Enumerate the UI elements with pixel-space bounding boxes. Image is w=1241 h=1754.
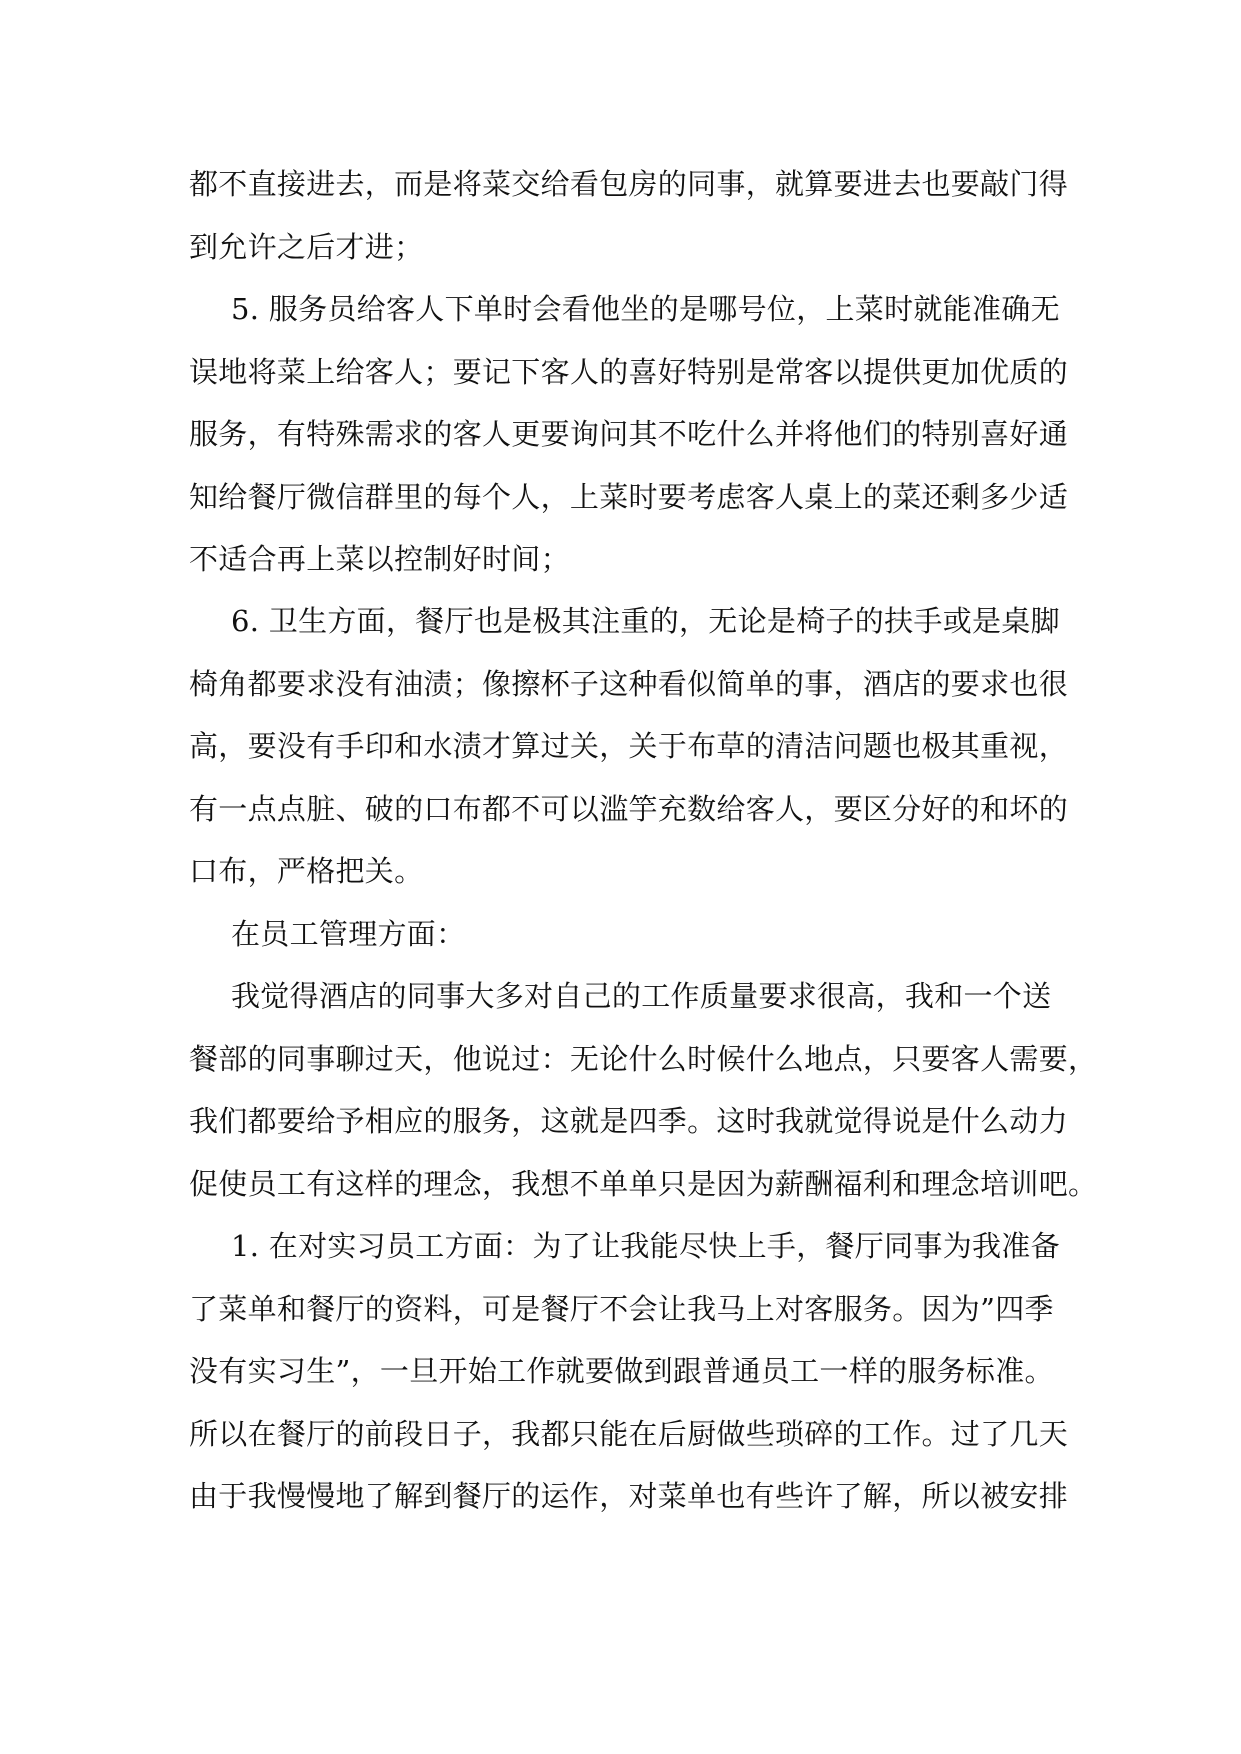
- text-line: 有一点点脏、破的口布都不可以滥竽充数给客人，要区分好的和坏的: [189, 792, 1069, 826]
- text-line: 由于我慢慢地了解到餐厅的运作，对菜单也有些许了解，所以被安排: [189, 1479, 1069, 1513]
- text-line: 我们都要给予相应的服务，这就是四季。这时我就觉得说是什么动力: [189, 1104, 1069, 1138]
- text-line: 餐部的同事聊过天，他说过：无论什么时候什么地点，只要客人需要，: [189, 1042, 1098, 1076]
- text-line: 误地将菜上给客人；要记下客人的喜好特别是常客以提供更加优质的: [189, 355, 1069, 389]
- text-line: 知给餐厅微信群里的每个人，上菜时要考虑客人桌上的菜还剩多少适: [189, 480, 1069, 514]
- text-line: 我觉得酒店的同事大多对自己的工作质量要求很高，我和一个送: [231, 979, 1052, 1013]
- text-line: 椅角都要求没有油渍；像擦杯子这种看似简单的事，酒店的要求也很: [189, 667, 1069, 701]
- text-line: 所以在餐厅的前段日子，我都只能在后厨做些琐碎的工作。过了几天: [189, 1417, 1069, 1451]
- text-line: 6. 卫生方面，餐厅也是极其注重的，无论是椅子的扶手或是桌脚: [231, 604, 1060, 638]
- text-line: 没有实习生”，一旦开始工作就要做到跟普通员工一样的服务标准。: [189, 1354, 1054, 1388]
- text-line: 服务，有特殊需求的客人更要询问其不吃什么并将他们的特别喜好通: [189, 417, 1069, 451]
- text-line: 到允许之后才进；: [189, 230, 424, 264]
- text-line: 不适合再上菜以控制好时间；: [189, 542, 570, 576]
- text-line: 了菜单和餐厅的资料，可是餐厅不会让我马上对客服务。因为”四季: [189, 1292, 1054, 1326]
- text-line: 促使员工有这样的理念，我想不单单只是因为薪酬福利和理念培训吧。: [189, 1167, 1098, 1201]
- text-line: 高，要没有手印和水渍才算过关，关于布草的清洁问题也极其重视，: [189, 729, 1069, 763]
- text-line: 都不直接进去，而是将菜交给看包房的同事，就算要进去也要敲门得: [189, 167, 1069, 201]
- text-line: 5. 服务员给客人下单时会看他坐的是哪号位，上菜时就能准确无: [231, 292, 1060, 326]
- text-line: 1. 在对实习员工方面：为了让我能尽快上手，餐厅同事为我准备: [231, 1229, 1060, 1263]
- text-line: 口布，严格把关。: [189, 854, 424, 888]
- section-heading: 在员工管理方面：: [231, 917, 466, 951]
